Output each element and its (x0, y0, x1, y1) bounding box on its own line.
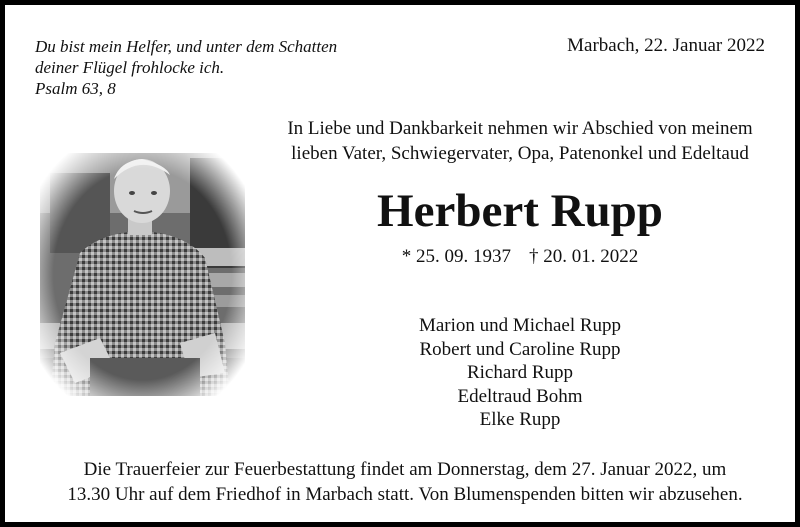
psalm-line-2: deiner Flügel frohlocke ich. (35, 58, 225, 77)
mourner-3: Richard Rupp (466, 362, 574, 383)
mourner-4: Edeltraud Bohm (457, 385, 583, 407)
deceased-name: Herbert Rupp (377, 185, 663, 237)
intro-line-1: In Liebe und Dankbarkeit nehmen wir Abschied von meinem (287, 118, 753, 139)
intro-line-2: lieben Vater, Schwiegervater, Opa, Patenonkel und Edeltaud (291, 143, 749, 164)
psalm-line-1: Du bist mein Helfer, und unter dem Schatten (35, 37, 338, 56)
psalm-quote (35, 36, 395, 99)
psalm-reference: Psalm 63, 8 (35, 79, 116, 98)
life-dates (260, 246, 780, 268)
mourners-list (320, 314, 720, 432)
death-date: † 20. 01. 2022 (529, 246, 639, 267)
notice-line-1: Die Trauerfeier zur Feuerbestattung findet am Donnerstag, dem 27. Januar 2022, um (83, 459, 727, 480)
birth-date: * 25. 09. 1937 (401, 246, 511, 267)
funeral-notice (25, 457, 785, 507)
notice-line-2: 13.30 Uhr auf dem Friedhof in Marbach statt. Von Blumenspenden bitten wir abzusehen. (67, 484, 743, 505)
mourner-2: Robert und Caroline Rupp (419, 338, 621, 360)
place-date: Marbach, 22. Januar 2022 (567, 35, 765, 56)
intro-text (260, 116, 780, 166)
mourner-5: Elke Rupp (479, 409, 561, 430)
portrait-photo (40, 153, 245, 396)
mourner-1: Marion und Michael Rupp (418, 315, 622, 336)
